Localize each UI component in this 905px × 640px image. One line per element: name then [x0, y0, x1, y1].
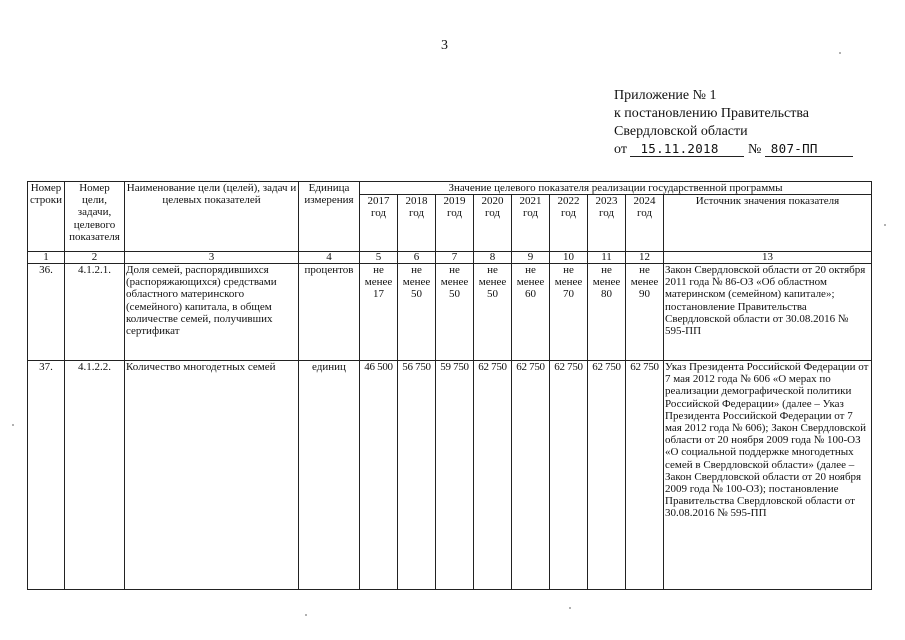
header-year: 2021 год [512, 195, 550, 252]
header-year: 2018 год [398, 195, 436, 252]
header-year: 2022 год [550, 195, 588, 252]
year-value: 62 750 [512, 361, 550, 590]
column-number: 9 [512, 252, 550, 264]
goal-number: 4.1.2.1. [65, 264, 125, 361]
column-number: 3 [125, 252, 299, 264]
year-value: 62 750 [474, 361, 512, 590]
header-year: 2023 год [588, 195, 626, 252]
resolution-date: 15.11.2018 [630, 142, 744, 157]
column-number: 10 [550, 252, 588, 264]
year-value: 56 750 [398, 361, 436, 590]
column-number: 2 [65, 252, 125, 264]
indicator-name: Доля семей, распорядившихся (распоряжающихся) средствами областного материнского (семейного) капитала, в общем количестве семей, получивших сертификат [125, 264, 299, 361]
header-year: 2019 год [436, 195, 474, 252]
year-value: 59 750 [436, 361, 474, 590]
appendix-resolution: к постановлению Правительства [614, 106, 810, 121]
column-numbers-row [28, 252, 872, 264]
page-number: 3 [441, 38, 448, 53]
year-value: не менее 50 [398, 264, 436, 361]
appendix-date-line [614, 141, 853, 159]
indicator-name: Количество многодетных семей [125, 361, 299, 590]
column-number: 1 [28, 252, 65, 264]
appendix-block [614, 87, 853, 159]
year-value: не менее 50 [436, 264, 474, 361]
column-number: 5 [360, 252, 398, 264]
column-number: 8 [474, 252, 512, 264]
resolution-number: 807-ПП [765, 142, 853, 157]
scan-speck [305, 614, 307, 616]
year-value: не менее 80 [588, 264, 626, 361]
year-value: 62 750 [588, 361, 626, 590]
indicator-source: Указ Президента Российской Федерации от 7 мая 2012 года № 606 «О мерах по реализации демографической политики Российской Федерации» (далее – Указ Президента Российской Федерации от 7 мая 2012 года № 606); Закон Свердловской области от 20 ноября 2009 года № 100-ОЗ «О социальной поддержке многодетных семей в Свердловской области» (далее – Закон Свердловской области от 20 ноября 2009 года № 100-ОЗ); постановление Правительства Свердловской области от 30.08.2016 № 595-ПП [664, 361, 872, 590]
year-value: не менее 90 [626, 264, 664, 361]
year-value: не менее 50 [474, 264, 512, 361]
column-number: 12 [626, 252, 664, 264]
header-goal-num: Номер цели, задачи, целевого показателя [65, 182, 125, 252]
scan-speck [884, 224, 886, 226]
header-source: Источник значения показателя [664, 195, 872, 252]
appendix-region: Свердловской области [614, 124, 748, 139]
indicator-source: Закон Свердловской области от 20 октября 2011 года № 86-ОЗ «Об областном материнском (семейном) капитале»; постановление Правительства Свердловской области от 30.08.2016 № 595-ПП [664, 264, 872, 361]
row-number: 36. [28, 264, 65, 361]
year-value: 62 750 [550, 361, 588, 590]
header-year: 2017 год [360, 195, 398, 252]
year-value: 62 750 [626, 361, 664, 590]
column-number: 13 [664, 252, 872, 264]
from-label: от [614, 142, 627, 157]
appendix-title: Приложение № 1 [614, 88, 717, 103]
year-value: 46 500 [360, 361, 398, 590]
year-value: не менее 60 [512, 264, 550, 361]
column-number: 11 [588, 252, 626, 264]
table-row [28, 264, 872, 361]
column-number: 4 [299, 252, 360, 264]
header-year: 2020 год [474, 195, 512, 252]
unit: единиц [299, 361, 360, 590]
header-values-group: Значение целевого показателя реализации государственной программы [360, 182, 872, 195]
scan-speck [569, 607, 571, 609]
header-row-num: Номер строки [28, 182, 65, 252]
header-unit: Единица измерения [299, 182, 360, 252]
goal-number: 4.1.2.2. [65, 361, 125, 590]
column-number: 6 [398, 252, 436, 264]
table-row [28, 361, 872, 590]
year-value: не менее 17 [360, 264, 398, 361]
indicators-table [27, 181, 872, 590]
column-number: 7 [436, 252, 474, 264]
row-number: 37. [28, 361, 65, 590]
year-value: не менее 70 [550, 264, 588, 361]
scan-speck [839, 52, 841, 54]
unit: процентов [299, 264, 360, 361]
scan-speck [12, 424, 14, 426]
number-label: № [747, 142, 762, 157]
header-name: Наименование цели (целей), задач и целевых показателей [125, 182, 299, 252]
header-year: 2024 год [626, 195, 664, 252]
